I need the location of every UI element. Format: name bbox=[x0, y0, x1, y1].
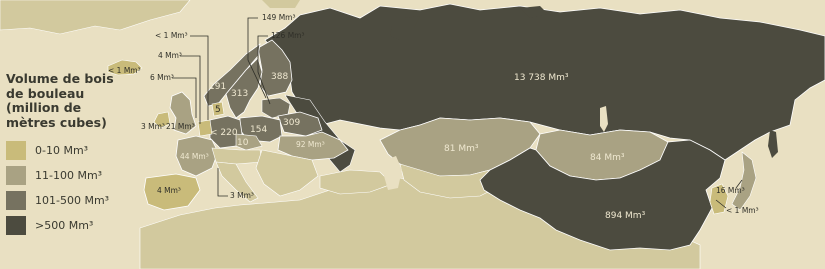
legend-swatch bbox=[6, 191, 26, 210]
label-czechia: 10 bbox=[237, 138, 249, 148]
label-sweden: 313 bbox=[231, 89, 249, 99]
label-japan: 16 Mm³ bbox=[716, 186, 745, 195]
alps-shape bbox=[212, 148, 262, 164]
legend-swatch bbox=[6, 141, 26, 160]
label-kazakhstan: 81 Mm³ bbox=[444, 144, 479, 154]
label-ireland: 3 Mm³ bbox=[141, 122, 165, 131]
legend-label: 11-100 Mm³ bbox=[35, 168, 103, 182]
legend-title-line: de bouleau bbox=[6, 85, 85, 101]
label-germany: < 220 bbox=[210, 128, 238, 138]
label-korea: < 1 Mm³ bbox=[726, 206, 759, 215]
label-russia: 13 738 Mm³ bbox=[514, 73, 569, 83]
label-belarus: 309 bbox=[283, 118, 301, 128]
label-mongolia: 84 Mm³ bbox=[590, 153, 625, 163]
legend-item bbox=[6, 140, 136, 160]
label-poland: 154 bbox=[250, 125, 268, 135]
legend-title-line: (million de bbox=[6, 100, 82, 115]
legend-label: 101-500 Mm³ bbox=[35, 193, 110, 207]
label-luxembourg: < 1 Mm³ bbox=[155, 31, 188, 40]
legend-title-line: mètres cubes) bbox=[6, 114, 107, 130]
label-france: 44 Mm³ bbox=[180, 152, 209, 161]
label-denmark: 5 bbox=[215, 105, 221, 115]
label-latvia: 126 Mm³ bbox=[271, 31, 305, 40]
legend-item bbox=[6, 215, 136, 235]
legend-title bbox=[6, 72, 136, 130]
legend-swatch bbox=[6, 166, 26, 185]
legend-item bbox=[6, 190, 136, 210]
label-ukraine: 92 Mm³ bbox=[296, 140, 325, 149]
legend-label: >500 Mm³ bbox=[35, 218, 94, 232]
label-iceland: < 1 Mm³ bbox=[108, 66, 141, 75]
label-spain: 4 Mm³ bbox=[157, 186, 181, 195]
label-china: 894 Mm³ bbox=[605, 211, 646, 221]
label-belgium: 4 Mm³ bbox=[158, 51, 182, 60]
label-estonia: 149 Mm³ bbox=[262, 13, 296, 22]
legend-item bbox=[6, 165, 136, 185]
label-finland: 388 bbox=[271, 72, 289, 82]
legend-label: 0-10 Mm³ bbox=[35, 143, 89, 157]
label-uk: 21 Mm³ bbox=[166, 122, 195, 131]
legend bbox=[6, 72, 136, 240]
label-norway: 191 bbox=[209, 82, 227, 92]
legend-title-line: Volume de bois bbox=[6, 71, 114, 86]
label-netherlands: 6 Mm³ bbox=[150, 73, 174, 82]
label-italy: 3 Mm³ bbox=[230, 191, 254, 200]
legend-swatch bbox=[6, 216, 26, 235]
